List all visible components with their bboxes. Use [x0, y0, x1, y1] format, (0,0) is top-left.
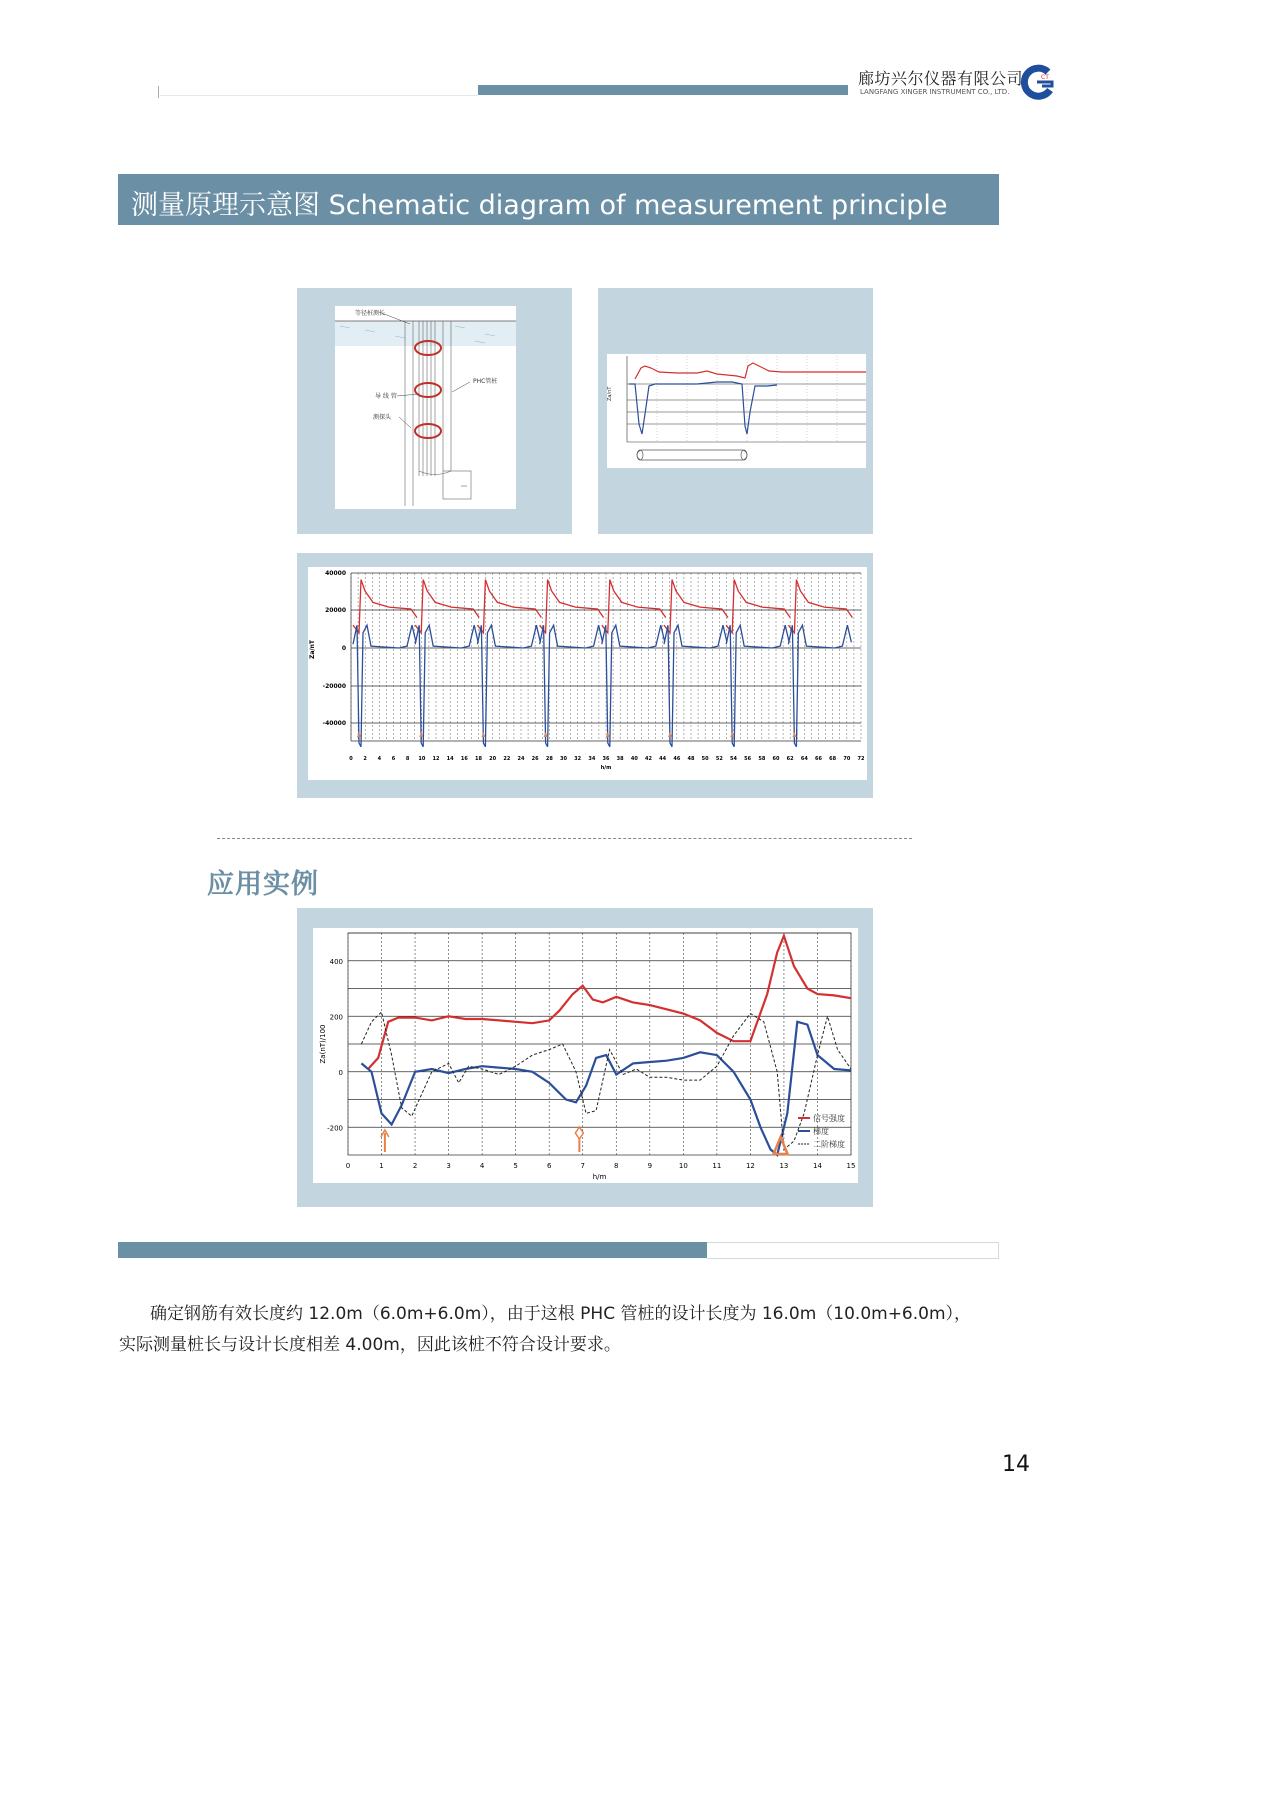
f3-xtick: 66: [815, 756, 822, 762]
x-tick-label: 0: [345, 1162, 351, 1170]
label-pile-length: 等径桩测长: [355, 310, 386, 317]
f3-xtick: 42: [645, 756, 652, 762]
application-chart: [313, 928, 858, 1183]
f3-xtick: 8: [405, 756, 410, 762]
marker-joint: [575, 1127, 583, 1139]
f3-marker-arrow: [606, 732, 610, 737]
body-text-line1: 确定钢筋有效长度约 12.0m（6.0m+6.0m），由于这根 PHC 管桩的设计长度为 16.0m（10.0m+6.0m），: [150, 1304, 972, 1324]
y-axis-label: Za(nT)/100: [319, 1024, 327, 1064]
f3-ylabel: Za/nT: [309, 640, 316, 659]
f3-xtick: 38: [616, 756, 624, 762]
f3-xtick: 34: [588, 756, 596, 762]
f3-xtick: 20: [489, 756, 497, 762]
dashed-divider: [217, 838, 912, 839]
svg-text:Za/nT: Za/nT: [607, 386, 613, 401]
application-chart-panel: [297, 908, 873, 1207]
x-tick-label: 14: [813, 1162, 822, 1170]
y-tick-label: 400: [329, 957, 343, 966]
f3-marker-arrow: [544, 732, 548, 737]
f3-xtick: 70: [843, 756, 851, 762]
figure-periodic-chart-panel: [297, 553, 873, 798]
company-name-en: LANGFANG XINGER INSTRUMENT CO., LTD.: [860, 88, 1010, 96]
footer-accent-bar-outline: [707, 1242, 999, 1259]
x-tick-label: 12: [745, 1162, 755, 1170]
series-line-1: [361, 1022, 851, 1155]
f3-xtick: 26: [531, 756, 539, 762]
x-tick-label: 6: [546, 1162, 552, 1170]
f3-xtick: 18: [475, 756, 482, 762]
label-phc-pile: PHC管桩: [473, 378, 498, 385]
logo-text: CT: [1041, 74, 1049, 81]
figure-pile-schematic: [335, 306, 516, 509]
f3-marker-arrow: [357, 732, 361, 737]
f3-red-curve: [353, 580, 417, 633]
header-left-tick: [158, 86, 159, 98]
f3-xtick: 22: [503, 756, 511, 762]
f3-red-curve: [788, 580, 852, 633]
f3-xtick: 44: [659, 756, 667, 762]
f3-xtick: 2: [363, 756, 367, 762]
x-tick-label: 7: [580, 1162, 585, 1170]
company-logo: [1018, 64, 1056, 100]
f3-ytick: -20000: [322, 683, 346, 690]
f3-xtick: 4: [377, 756, 382, 762]
f3-xtick: 28: [545, 756, 553, 762]
f3-red-curve: [664, 580, 728, 633]
x-tick-label: 4: [479, 1162, 485, 1170]
body-text-line2: 实际测量桩长与设计长度相差 4.00m，因此该桩不符合设计要求。: [119, 1335, 621, 1355]
x-tick-label: 13: [779, 1162, 789, 1170]
x-tick-label: 5: [513, 1162, 518, 1170]
header-accent-bar: [478, 85, 848, 95]
legend-label: 信号强度: [813, 1114, 845, 1123]
header-thin-line: [160, 95, 478, 96]
f3-xtick: 62: [786, 756, 794, 762]
f3-xtick: 14: [446, 756, 454, 762]
f3-xtick: 40: [630, 756, 638, 762]
f3-xtick: 56: [744, 756, 752, 762]
legend-label: 二阶梯度: [813, 1140, 845, 1149]
f3-xtick: 30: [560, 756, 567, 762]
x-tick-label: 1: [379, 1162, 384, 1170]
section-title-bar: [118, 174, 999, 225]
f3-ytick: 20000: [325, 607, 346, 614]
f3-xtick: 50: [701, 756, 709, 762]
f3-xtick: 54: [730, 756, 737, 762]
f3-xtick: 52: [715, 756, 723, 762]
f3-marker-arrow: [419, 732, 423, 737]
f3-xtick: 32: [574, 756, 582, 762]
f3-marker-arrow: [481, 732, 485, 737]
application-title: 应用实例: [207, 869, 319, 900]
f3-xtick: 46: [673, 756, 681, 762]
section-title: 测量原理示意图 Schematic diagram of measurement principle: [131, 190, 948, 221]
figure-periodic-chart: [308, 567, 867, 780]
f3-red-curve: [477, 580, 541, 633]
figure-pile-schematic-panel: [297, 288, 572, 534]
f3-xtick: 12: [432, 756, 440, 762]
f3-xtick: 72: [857, 756, 865, 762]
f3-xtick: 24: [517, 756, 525, 762]
x-tick-label: 2: [412, 1162, 418, 1170]
legend-label: 梯度: [813, 1127, 829, 1136]
label-guide-tube: 导 线 管: [375, 393, 397, 400]
x-axis-label: h/m: [592, 1173, 607, 1181]
x-tick-label: 3: [446, 1162, 451, 1170]
series-line-2: [361, 1012, 851, 1149]
f3-xtick: 10: [418, 756, 426, 762]
x-tick-label: 15: [846, 1162, 856, 1170]
x-tick-label: 8: [614, 1162, 619, 1170]
footer-accent-bar: [118, 1242, 707, 1258]
f3-xtick: 6: [391, 756, 396, 762]
f3-xtick: 48: [687, 756, 695, 762]
x-tick-label: 9: [647, 1162, 653, 1170]
f3-xtick: 64: [800, 756, 808, 762]
f3-ytick: 40000: [325, 570, 346, 577]
f3-red-curve: [726, 580, 790, 633]
figure-small-curve: [607, 354, 866, 468]
figure-small-curve-panel: [598, 288, 873, 534]
x-tick-label: 10: [678, 1162, 688, 1170]
f3-xtick: 58: [758, 756, 766, 762]
f3-xtick: 60: [772, 756, 780, 762]
f3-xlabel: h/m: [600, 765, 612, 771]
f3-marker-arrow: [668, 732, 672, 737]
y-tick-label: 200: [329, 1013, 343, 1022]
page-number: 14: [1002, 1452, 1030, 1477]
f3-xtick: 0: [349, 756, 353, 762]
f3-ytick: -40000: [322, 720, 346, 727]
x-tick-label: 11: [712, 1162, 722, 1170]
f3-red-curve: [602, 580, 666, 633]
f3-red-curve: [415, 580, 479, 633]
f3-xtick: 68: [829, 756, 837, 762]
y-tick-label: -200: [327, 1124, 343, 1133]
y-tick-label: 0: [338, 1068, 343, 1077]
f3-xtick: 16: [460, 756, 468, 762]
company-name-cn: 廊坊兴尔仪器有限公司: [858, 69, 1024, 88]
f3-marker-arrow: [792, 732, 796, 737]
f3-xtick: 36: [602, 756, 610, 762]
label-probe: 测探头: [373, 414, 392, 421]
f3-ytick: 0: [341, 645, 346, 652]
